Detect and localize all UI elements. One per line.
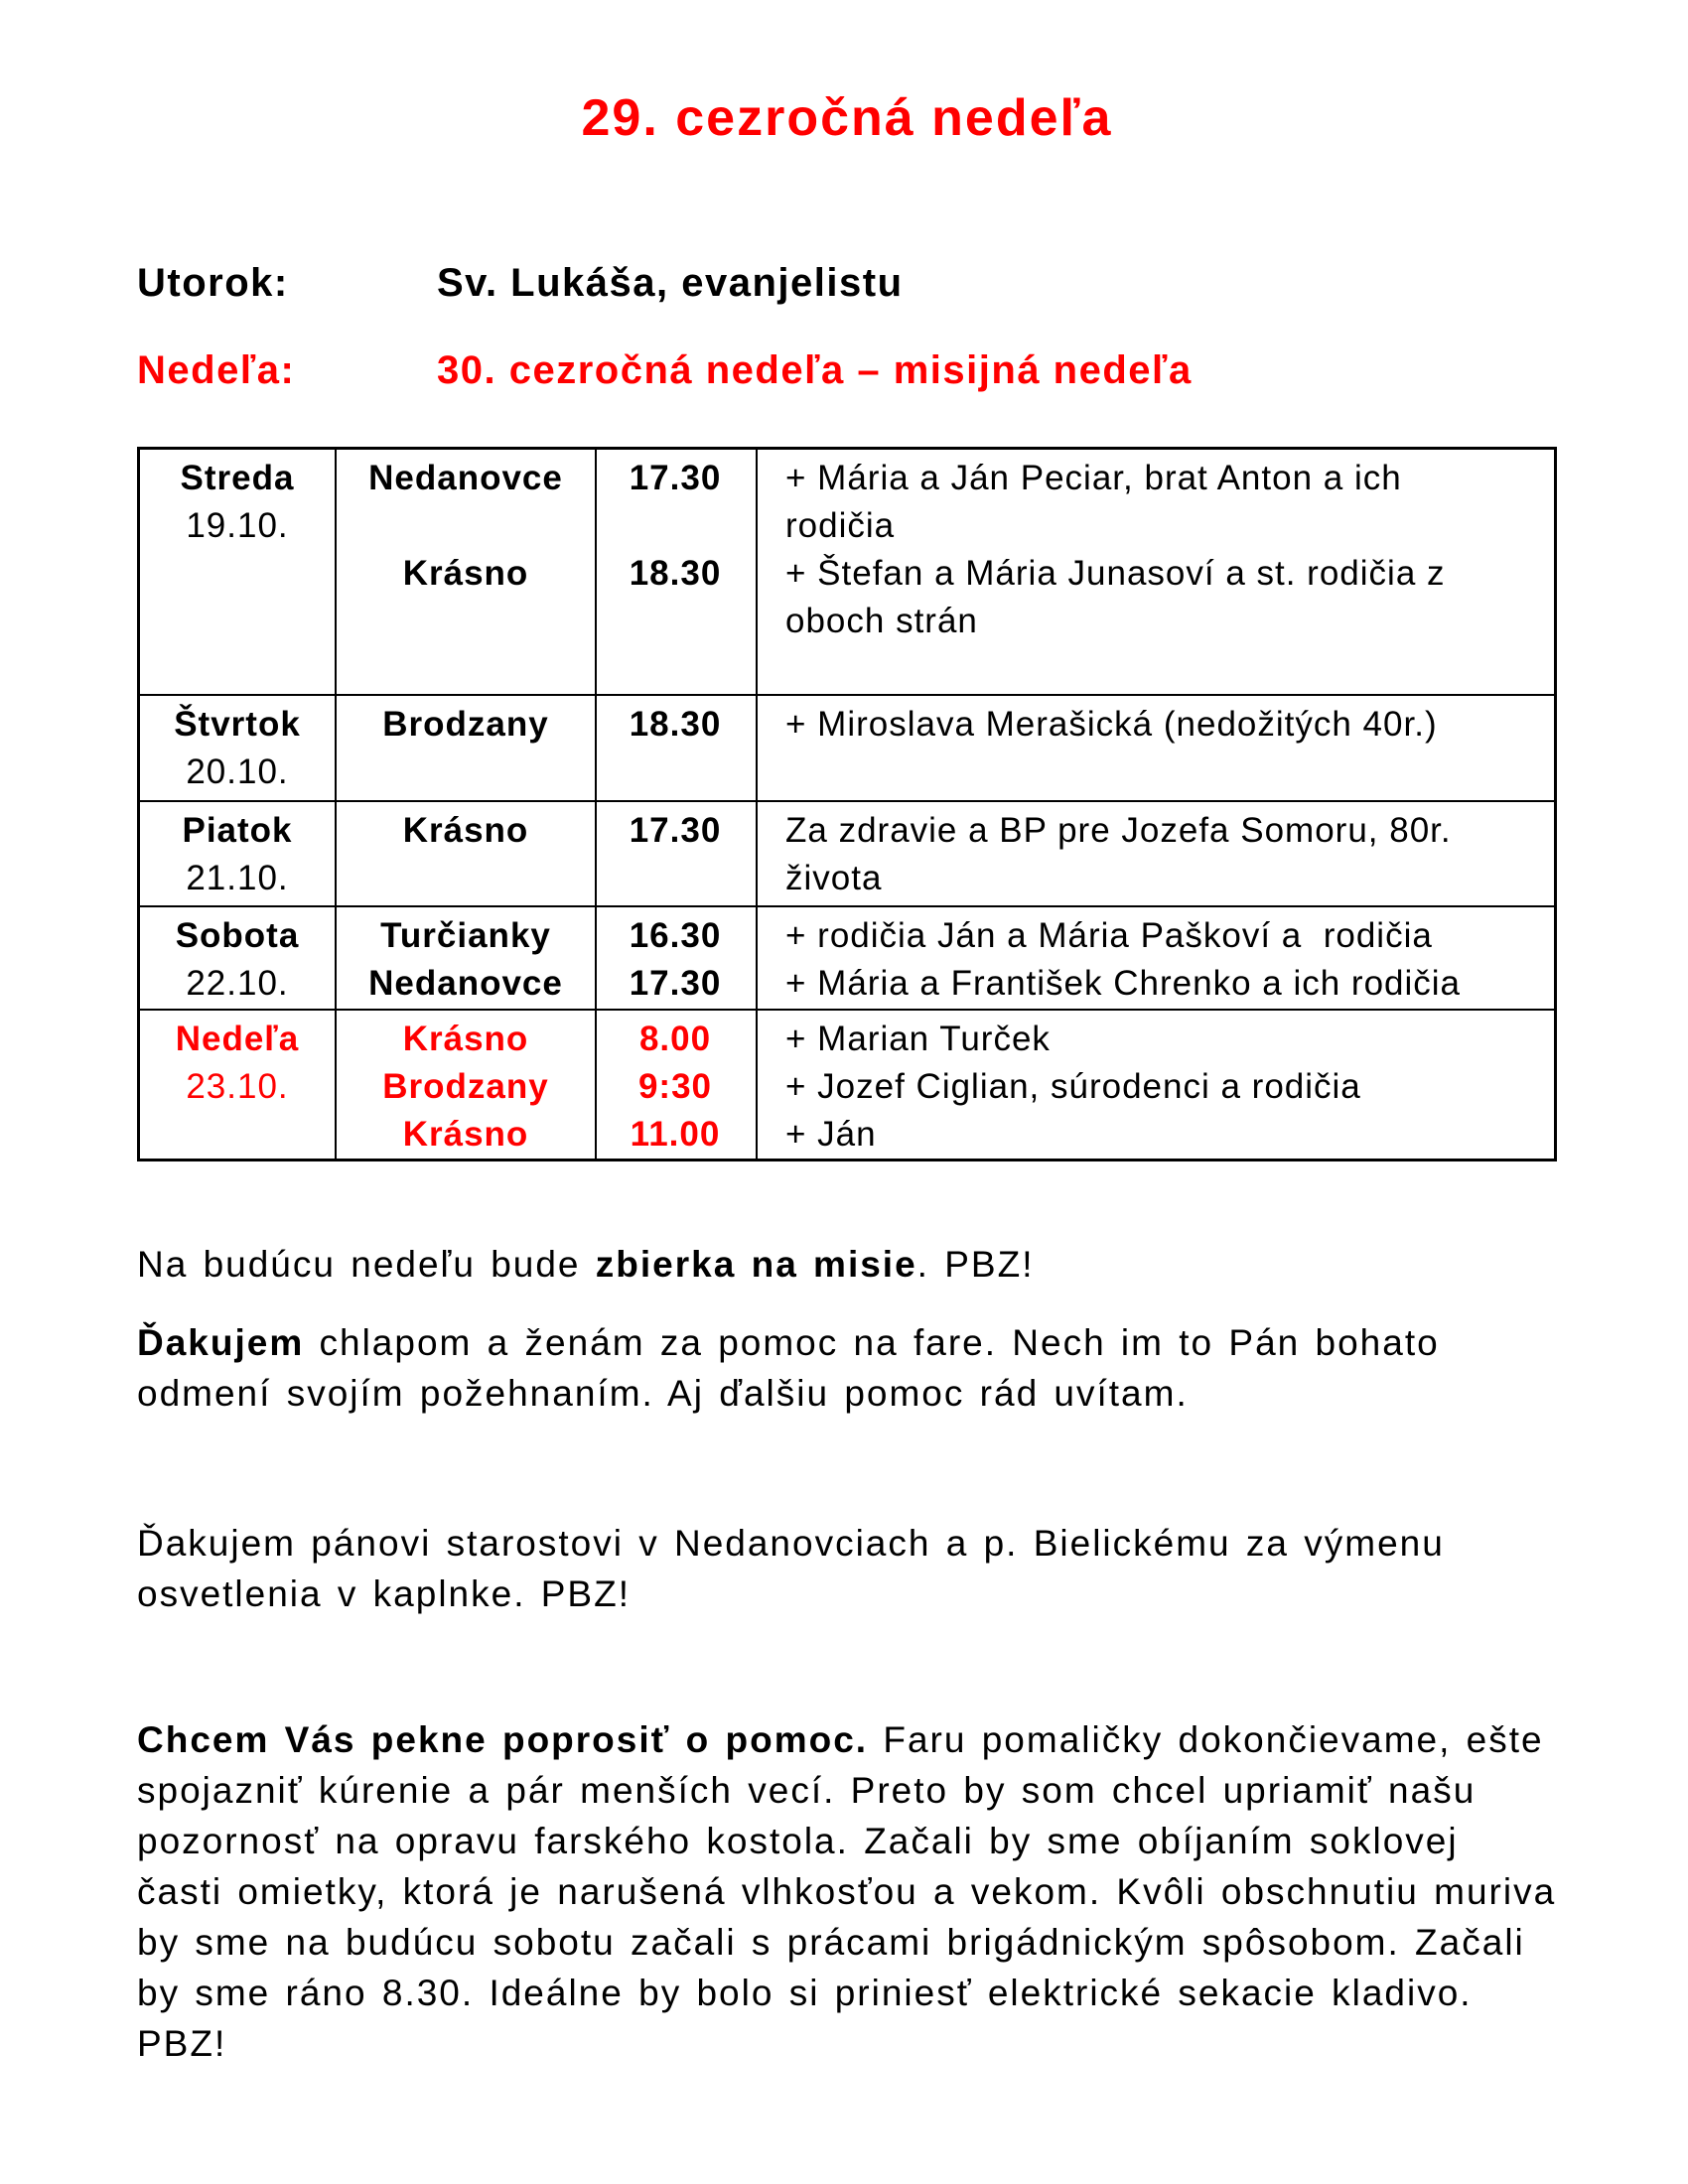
- day-name: Sobota: [175, 916, 300, 955]
- mass-entries: [337, 701, 1554, 749]
- mass-entry: [337, 807, 1554, 902]
- intention-cell: + Miroslava Merašická (nedožitých 40r.): [785, 705, 1438, 744]
- day-cell: [140, 807, 335, 902]
- place-cell: Brodzany: [382, 1067, 549, 1106]
- day-cell: [140, 912, 335, 1008]
- table-row: [140, 694, 1554, 800]
- column-divider: [595, 696, 597, 800]
- column-divider: [595, 1011, 597, 1159]
- day-name: Streda: [180, 459, 295, 497]
- day-name: Piatok: [182, 811, 293, 850]
- column-divider: [335, 1011, 337, 1159]
- mass-entry: [337, 1063, 1554, 1111]
- column-divider: [756, 907, 758, 1009]
- announcements: [137, 1239, 1557, 2069]
- day-name: Štvrtok: [174, 705, 301, 744]
- mass-entry: [337, 1111, 1554, 1159]
- place-cell: Krásno: [402, 1020, 529, 1058]
- mass-entries: [337, 807, 1554, 902]
- intention-cell: + Jozef Ciglian, súrodenci a rodičia: [785, 1067, 1361, 1106]
- mass-schedule-table: [137, 447, 1557, 1161]
- mass-entry: [337, 960, 1554, 1008]
- time-cell: 18.30: [629, 554, 722, 593]
- announcement-collection: Na budúcu nedeľu bude zbierka na misie. PBZ!: [137, 1244, 1035, 1285]
- mass-entries: [337, 1016, 1554, 1159]
- feast-row-sunday: [137, 345, 1557, 395]
- place-cell: Krásno: [402, 554, 529, 593]
- place-cell: Krásno: [402, 811, 529, 850]
- time-cell: 9:30: [637, 1067, 713, 1106]
- day-date: 23.10.: [186, 1067, 289, 1106]
- intention-cell: + Štefan a Mária Junasoví a st. rodičia z oboch strán: [785, 554, 1457, 640]
- place-cell: Nedanovce: [368, 964, 563, 1003]
- day-date: 21.10.: [186, 859, 289, 897]
- table-row-sunday: [140, 1009, 1554, 1159]
- mass-entry: [337, 455, 1554, 550]
- announcement-thanks-mayor: Ďakujem pánovi starostovi v Nedanovciach a p. Bielickému za výmenu osvetlenia v kaplnke. PBZ!: [137, 1523, 1445, 1614]
- intention-cell: + Mária a Ján Peciar, brat Anton a ich rodičia: [785, 459, 1413, 545]
- feast-day-list: [137, 258, 1557, 395]
- column-divider: [756, 450, 758, 694]
- mass-entry: [337, 912, 1554, 960]
- mass-entry: [337, 550, 1554, 645]
- column-divider: [335, 907, 337, 1009]
- day-name: Nedeľa: [175, 1020, 300, 1058]
- day-date: 22.10.: [186, 964, 289, 1003]
- announcement-request-help: Chcem Vás pekne poprosiť o pomoc. Faru pomaličky dokončievame, ešte spojazniť kúrenie a pár menších vecí. Preto by som chcel upriamiť našu pozornosť na opravu farského kostola. Začali by sme obíjaním soklovej časti omietky, ktorá je narušená vlhkosťou a vekom. Kvôli obschnutiu muriva by sme na budúcu sobotu začali s prácami brigádnickým spôsobom. Začali by sme ráno 8.30. Ideálne by bolo si priniesť elektrické sekacie kladivo. PBZ!: [137, 1719, 1557, 2064]
- mass-entries: [337, 912, 1554, 1008]
- feast-day-value: 30. cezročná nedeľa – misijná nedeľa: [437, 348, 1193, 392]
- table-row: [140, 800, 1554, 905]
- column-divider: [335, 450, 337, 694]
- place-cell: Brodzany: [382, 705, 549, 744]
- intention-cell: + Marian Turček: [785, 1020, 1051, 1058]
- place-cell: Turčianky: [380, 916, 551, 955]
- place-cell: Nedanovce: [368, 459, 563, 497]
- column-divider: [335, 802, 337, 905]
- mass-entry: [337, 701, 1554, 749]
- feast-day-label: Nedeľa:: [137, 348, 296, 392]
- intention-cell: + rodičia Ján a Mária Paškoví a rodičia: [785, 916, 1433, 955]
- time-cell: 17.30: [629, 459, 722, 497]
- intention-cell: + Ján: [785, 1115, 877, 1154]
- column-divider: [756, 1011, 758, 1159]
- time-cell: 8.00: [638, 1020, 712, 1058]
- day-date: 20.10.: [186, 752, 289, 791]
- day-date: 19.10.: [186, 506, 289, 545]
- time-cell: 16.30: [629, 916, 722, 955]
- column-divider: [595, 802, 597, 905]
- day-cell: [140, 1016, 335, 1111]
- column-divider: [756, 802, 758, 905]
- time-cell: 17.30: [629, 811, 722, 850]
- table-row: [140, 905, 1554, 1009]
- time-cell: 11.00: [630, 1115, 721, 1154]
- place-cell: Krásno: [402, 1115, 529, 1154]
- feast-day-value: Sv. Lukáša, evanjelistu: [437, 261, 904, 305]
- intention-cell: + Mária a František Chrenko a ich rodičia: [785, 964, 1462, 1003]
- column-divider: [595, 450, 597, 694]
- column-divider: [756, 696, 758, 800]
- intention-cell: Za zdravie a BP pre Jozefa Somoru, 80r. života: [785, 811, 1463, 897]
- column-divider: [595, 907, 597, 1009]
- feast-day-label: Utorok:: [137, 261, 289, 305]
- day-cell: [140, 455, 335, 550]
- mass-entries: [337, 455, 1554, 645]
- time-cell: 18.30: [629, 705, 722, 744]
- column-divider: [335, 696, 337, 800]
- mass-entry: [337, 1016, 1554, 1063]
- day-cell: [140, 701, 335, 796]
- announcement-thanks-helpers: Ďakujem chlapom a ženám za pomoc na fare. Nech im to Pán bohato odmení svojím požehnaním. Aj ďalšiu pomoc rád uvítam.: [137, 1322, 1440, 1414]
- page-title: 29. cezročná nedeľa: [581, 89, 1113, 147]
- feast-row-tuesday: [137, 258, 1557, 308]
- table-row: [140, 450, 1554, 694]
- time-cell: 17.30: [629, 964, 722, 1003]
